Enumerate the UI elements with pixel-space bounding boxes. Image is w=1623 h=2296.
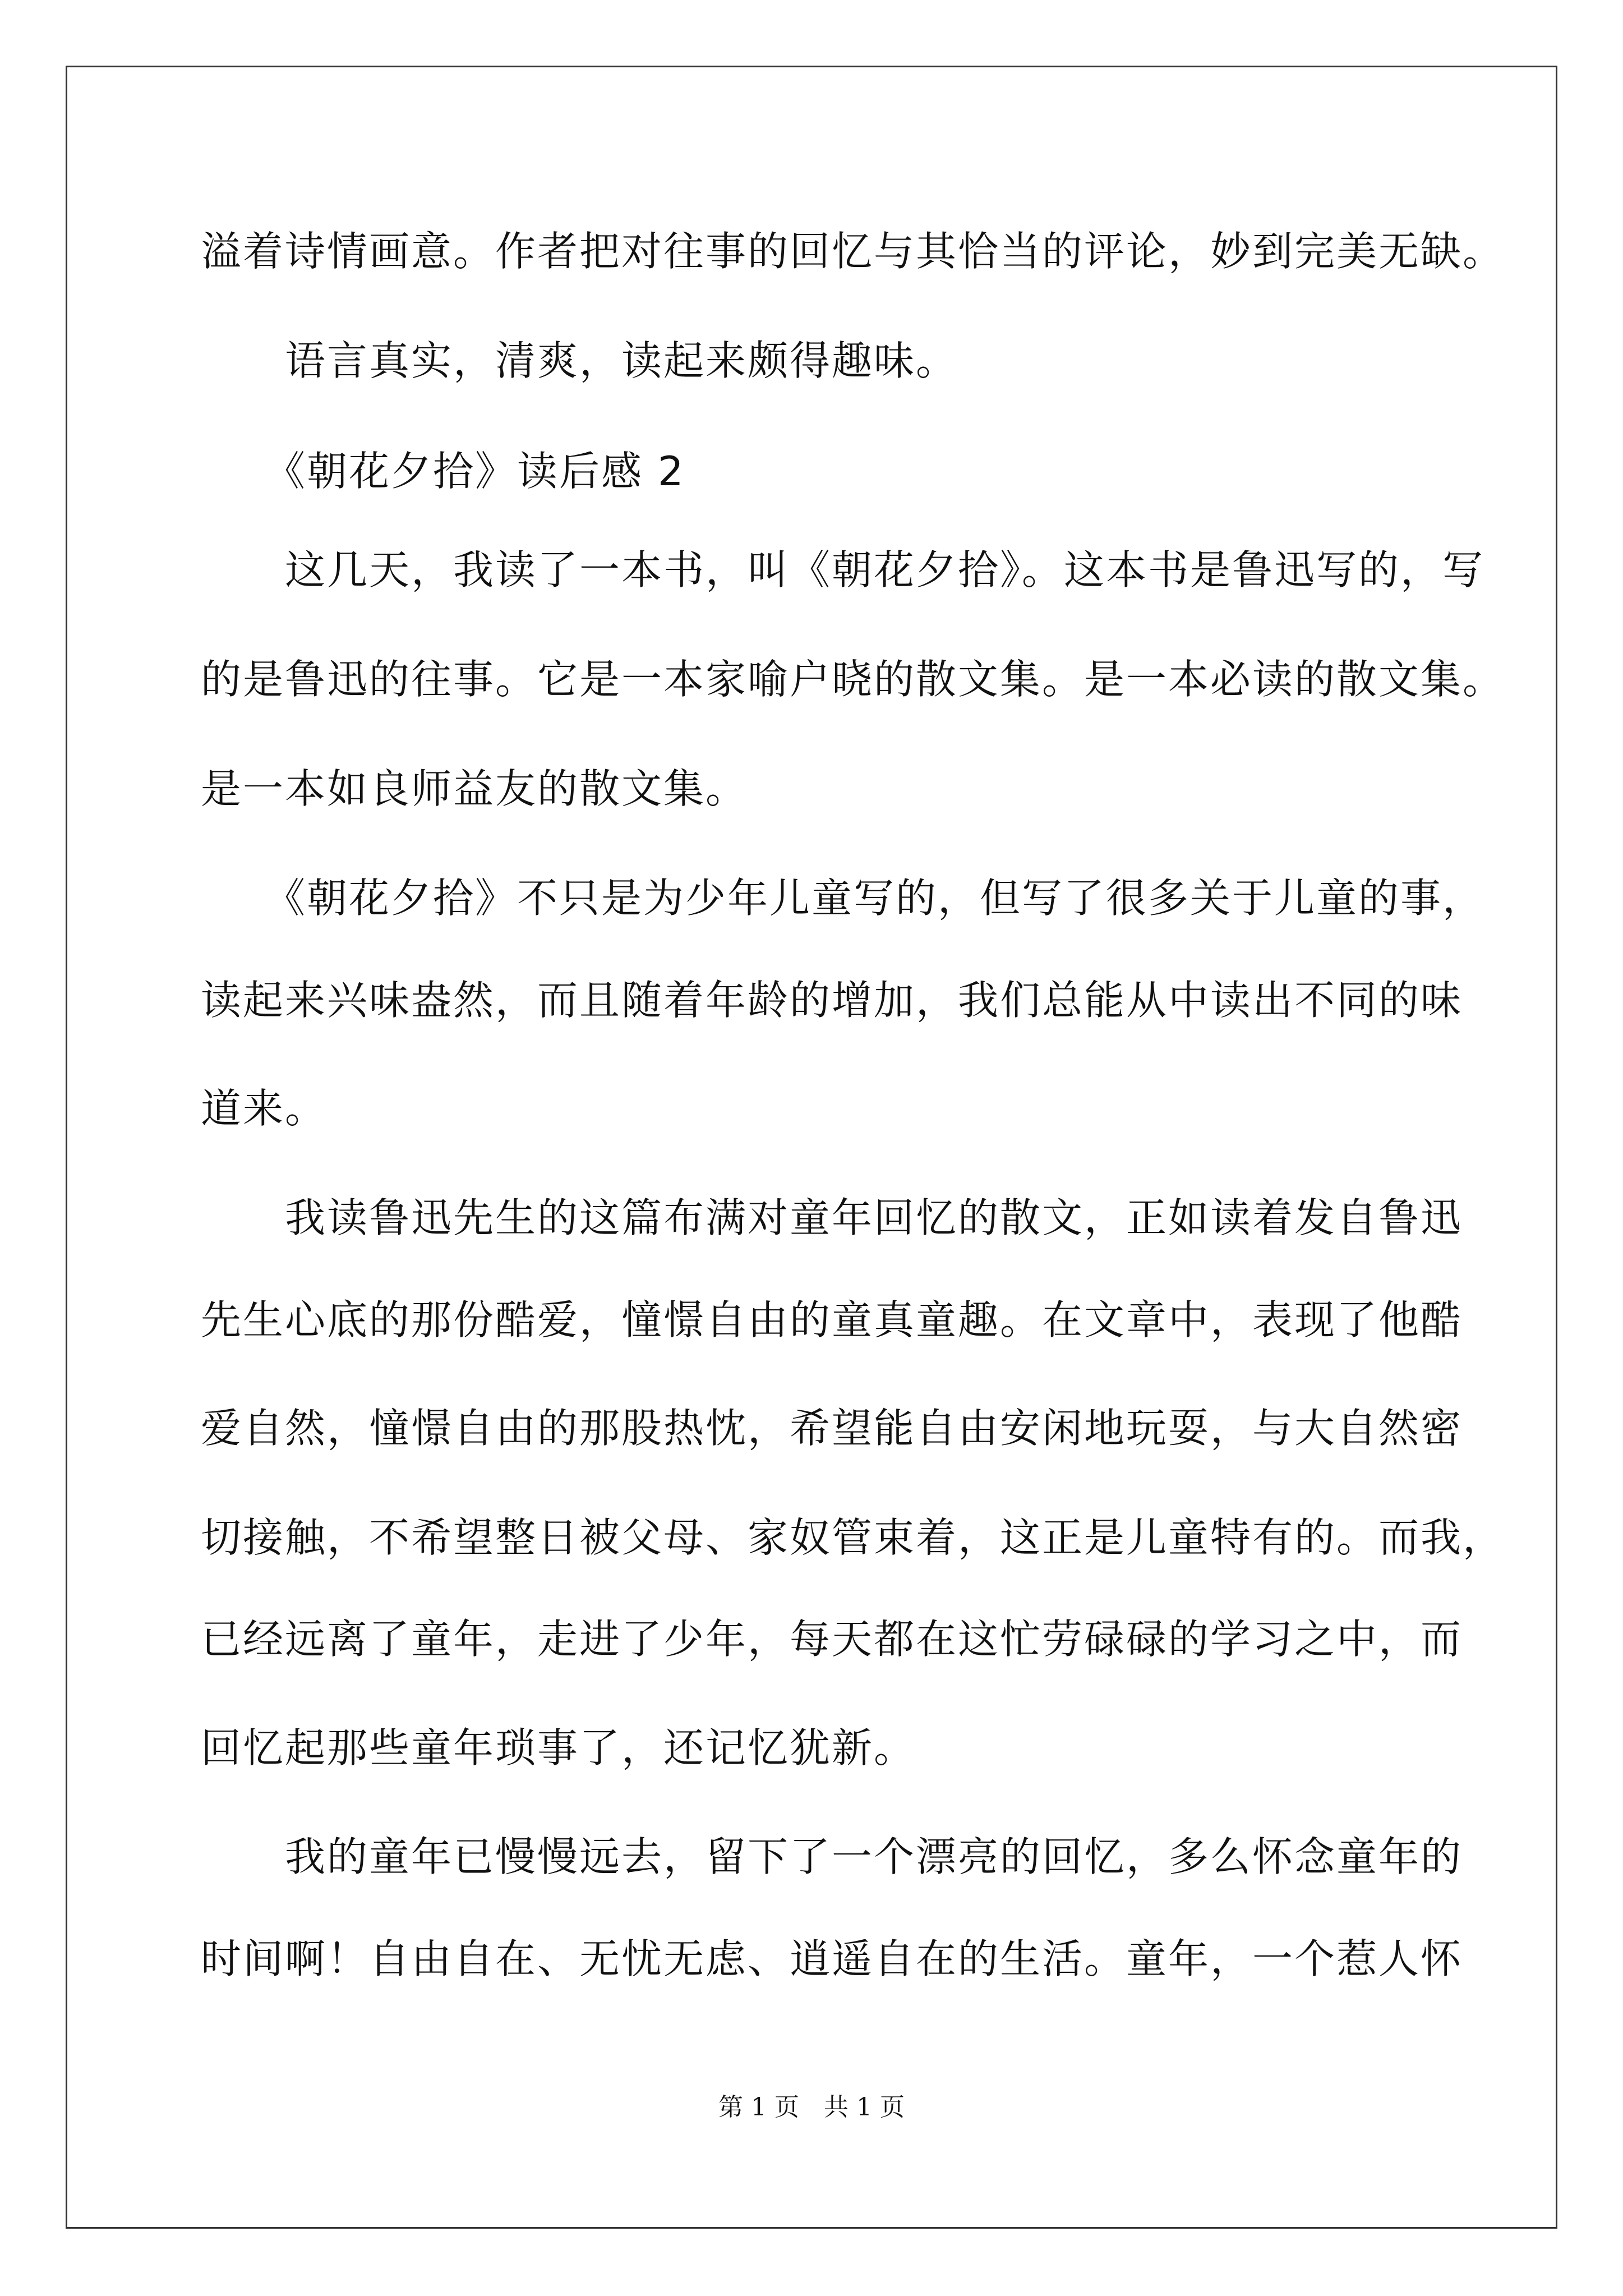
text-line: 已经远离了童年，走进了少年，每天都在这忙劳碌碌的学习之中，而 bbox=[201, 1616, 1463, 1663]
text-line: 《朝花夕拾》不只是为少年儿童写的，但写了很多关于儿童的事， bbox=[201, 875, 1485, 922]
page-number-footer: 第 1 页 共 1 页 bbox=[718, 2093, 905, 2122]
text-line: 回忆起那些童年琐事了，还记忆犹新。 bbox=[201, 1724, 916, 1772]
text-line: 我读鲁迅先生的这篇布满对童年回忆的散文，正如读着发自鲁迅 bbox=[201, 1194, 1463, 1241]
text-line: 语言真实，清爽，读起来颇得趣味。 bbox=[201, 337, 958, 384]
text-line: 是一本如良师益友的散文集。 bbox=[201, 765, 748, 812]
text-line: 溢着诗情画意。作者把对往事的回忆与其恰当的评论，妙到完美无缺。 bbox=[201, 228, 1505, 275]
text-line: 先生心底的那份酷爱，憧憬自由的童真童趣。在文章中，表现了他酷 bbox=[201, 1296, 1463, 1343]
text-line: 我的童年已慢慢远去，留下了一个漂亮的回忆，多么怀念童年的 bbox=[201, 1833, 1463, 1880]
text-line: 《朝花夕拾》读后感 2 bbox=[201, 448, 685, 495]
text-line: 读起来兴味盎然，而且随着年龄的增加，我们总能从中读出不同的味 bbox=[201, 977, 1463, 1024]
text-line: 爱自然，憧憬自由的那股热忱，希望能自由安闲地玩耍，与大自然密 bbox=[201, 1405, 1463, 1452]
text-line: 这几天，我读了一本书，叫《朝花夕拾》。这本书是鲁迅写的，写 bbox=[201, 546, 1485, 593]
text-line: 时间啊！自由自在、无忧无虑、逍遥自在的生活。童年，一个惹人怀 bbox=[201, 1935, 1463, 1982]
page-border bbox=[66, 66, 1557, 2229]
text-line: 的是鲁迅的往事。它是一本家喻户晓的散文集。是一本必读的散文集。 bbox=[201, 656, 1505, 703]
text-line: 道来。 bbox=[201, 1085, 328, 1132]
text-line: 切接触，不希望整日被父母、家奴管束着，这正是儿童特有的。而我， bbox=[201, 1514, 1505, 1561]
